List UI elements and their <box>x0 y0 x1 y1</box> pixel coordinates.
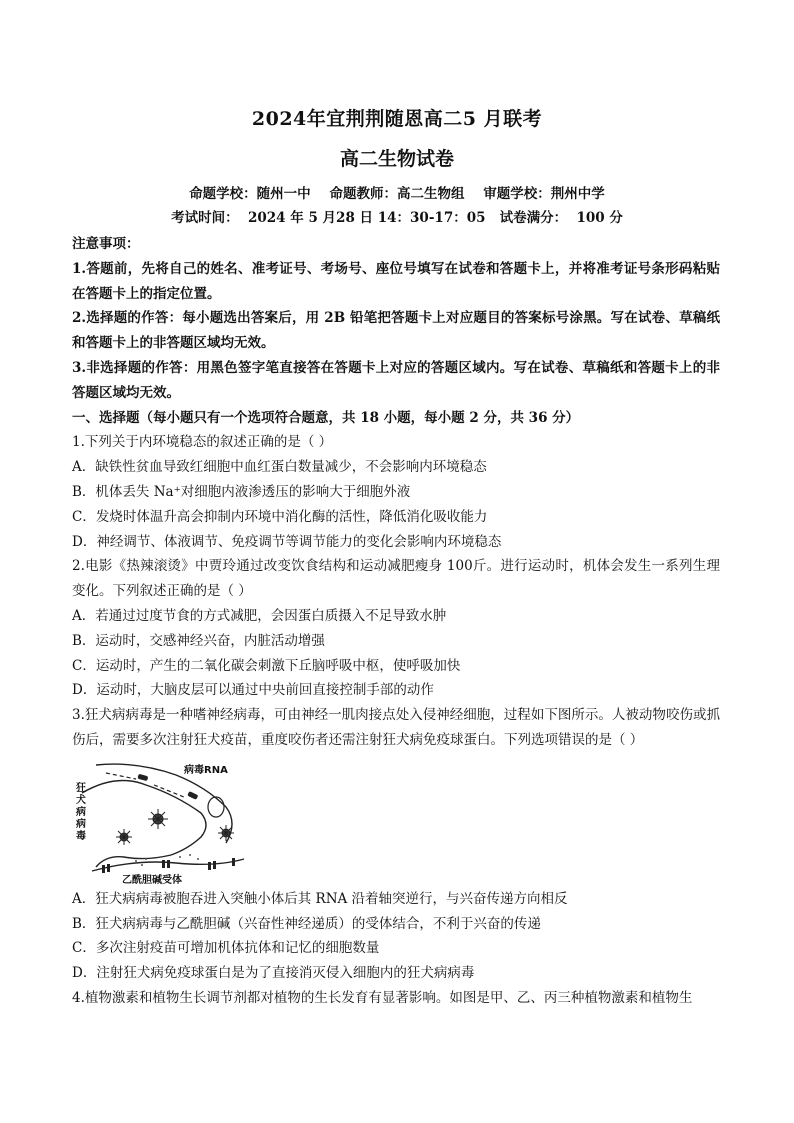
section-heading: 一、选择题（每小题只有一个选项符合题意，共 18 小题，每小题 2 分，共 36 分） <box>72 409 580 426</box>
exam-meta-authors: 命题学校：随州一中 命题教师：高二生物组 审题学校：荆州中学 <box>189 186 605 202</box>
vesicle <box>208 797 224 817</box>
exam-title: 2024年宜荆荆随恩高二5 月联考 <box>251 108 543 130</box>
label-ach-receptor: 乙酰胆碱受体 <box>122 874 182 886</box>
question-stem: 3.狂犬病病毒是一种嗜神经病毒，可由神经一肌肉接点处入侵神经细胞，过程如下图所示。人被动物咬伤或抓伤后，需要多次注射狂犬疫苗，重度咬伤者还需注射狂犬病免疫球蛋白。下列选项错误的是（ ） <box>72 707 720 748</box>
question-stem: 4.植物激素和植物生长调节剂都对植物的生长发育有显著影响。如图是甲、乙、丙三种植物激素和植物生 <box>72 989 693 1006</box>
axon-membrane <box>82 780 206 867</box>
spiky-virus-icon <box>148 809 168 829</box>
notice-item: 3.非选择题的作答：用黑色签字笔直接答在答题卡上对应的答题区域内。写在试卷、草稿纸和答题卡上的非答题区域均无效。 <box>72 359 720 401</box>
question-option: A．缺铁性贫血导致红细胞中血红蛋白数量减少，不会影响内环境稳态 <box>72 459 487 476</box>
question-option: D．注射狂犬病免疫球蛋白是为了直接消灭侵入细胞内的狂犬病病毒 <box>72 965 475 982</box>
label-virus-rna: 病毒RNA <box>184 764 228 776</box>
spiky-virus-icon <box>218 825 234 841</box>
question-option: D．运动时，大脑皮层可以通过中央前回直接控制手部的动作 <box>72 682 434 699</box>
question-option: A．狂犬病病毒被胞吞进入突触小体后其 RNA 沿着轴突逆行，与兴奋传递方向相反 <box>72 890 568 907</box>
question-option: B．狂犬病病毒与乙酰胆碱（兴奋性神经递质）的受体结合，不利于兴奋的传递 <box>72 915 541 932</box>
virus-particle <box>187 791 198 800</box>
retrograde-arrow <box>154 785 184 797</box>
question-stem: 1.下列关于内环境稳态的叙述正确的是（ ） <box>72 434 333 451</box>
question-option: C．发烧时体温升高会抑制内环境中消化酶的活性，降低消化吸收能力 <box>72 508 488 525</box>
notice-heading: 注意事项： <box>72 236 140 252</box>
question-option: C．运动时，产生的二氧化碳会刺激下丘脑呼吸中枢，使呼吸加快 <box>72 657 461 674</box>
question-option: A．若通过过度节食的方式减肥，会因蛋白质摄入不足导致水肿 <box>72 607 447 624</box>
retrograde-arrow <box>106 773 136 779</box>
exam-body <box>72 232 720 1011</box>
notice-item: 1.答题前，先将自己的姓名、准考证号、考场号、座位号填写在试卷和答题卡上，并将准考证号条形码粘贴在答题卡上的指定位置。 <box>72 260 720 302</box>
exam-meta-time: 考试时间： 2024 年 5 月28 日 14：30-17：05 试卷满分： 100 分 <box>171 210 623 226</box>
question-option: C．多次注射疫苗可增加机体抗体和记忆的细胞数量 <box>72 940 380 957</box>
question-option: B．机体丢失 Na⁺对细胞内液渗透压的影响大于细胞外液 <box>72 483 411 500</box>
exam-subtitle: 高二生物试卷 <box>339 148 454 170</box>
question-option: B．运动时，交感神经兴奋，内脏活动增强 <box>72 632 325 649</box>
rabies-virus-figure <box>72 757 720 887</box>
question-option: D．神经调节、体液调节、免疫调节等调节能力的变化会影响内环境稳态 <box>72 533 502 550</box>
spiky-virus-icon <box>116 829 132 845</box>
virus-particle <box>137 774 148 781</box>
label-rabies-virus: 狂犬病病毒 <box>76 782 86 842</box>
notice-item: 2.选择题的作答：每小题选出答案后，用 2B 铅笔把答题卡上对应题目的答案标号涂黑。写在试卷、草稿纸和答题卡上的非答题区域均无效。 <box>72 310 720 352</box>
question-stem: 2.电影《热辣滚烫》中贾玲通过改变饮食结构和运动减肥瘦身 100斤。进行运动时，机体会发生一系列生理变化。下列叙述正确的是（ ） <box>72 558 720 600</box>
